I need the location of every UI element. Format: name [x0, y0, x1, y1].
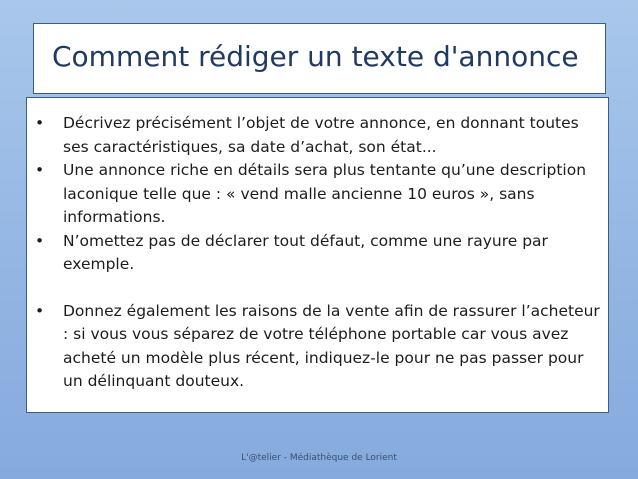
bullet-text: Une annonce riche en détails sera plus tentante qu’une description laconique telle que : « vend malle ancienne 10 euros », sans informations. [63, 161, 587, 226]
bullet-marker: • [35, 301, 45, 320]
bullet-item-description [35, 112, 603, 159]
bullet-item-reasons [35, 300, 603, 394]
bullet-text: Donnez également les raisons de la vente afin de rassurer l’acheteur : si vous vous séparez de votre téléphone portable car vous avez acheté un modèle plus récent, indiquez-le pour ne pas passer pour un délinquant douteux. [63, 301, 600, 390]
bullet-text: Décrivez précisément l’objet de votre annonce, en donnant toutes ses caractéristiques, sa date d’achat, son état... [63, 114, 579, 156]
bullet-marker: • [35, 114, 45, 132]
slide-title: Comment rédiger un texte d'annonce [52, 40, 579, 73]
bullet-list [35, 112, 603, 394]
bullet-marker: • [35, 231, 45, 250]
content-box [26, 97, 609, 413]
bullet-text: N’omettez pas de déclarer tout défaut, comme une rayure par exemple. [63, 231, 548, 273]
bullet-item-details [35, 159, 603, 230]
title-box [33, 23, 606, 94]
slide-footer: L'@telier - Médiathèque de Lorient [241, 453, 397, 463]
bullet-item-defects [35, 230, 603, 277]
bullet-marker: • [35, 161, 45, 179]
